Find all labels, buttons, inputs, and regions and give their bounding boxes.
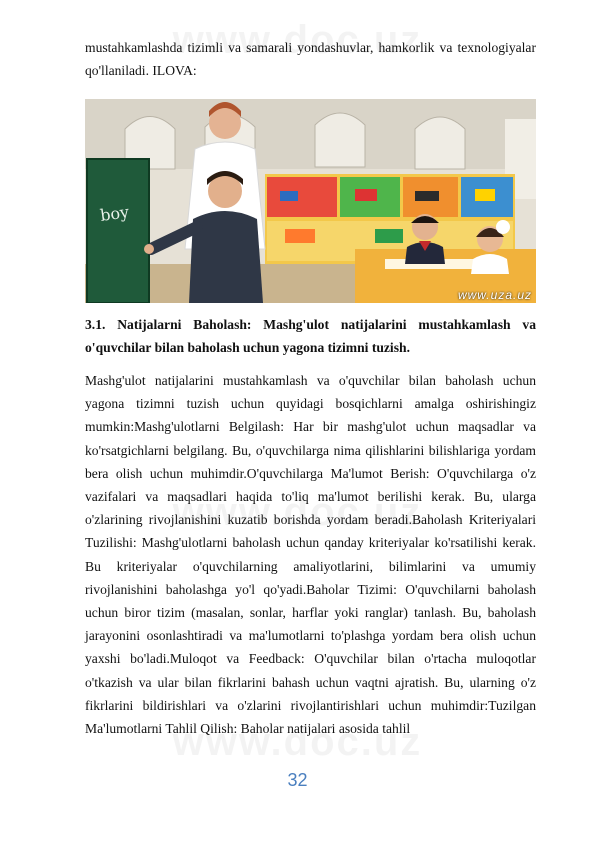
- board-writing: boy: [98, 202, 131, 225]
- photo-source-caption: www.uza.uz: [457, 288, 532, 302]
- classroom-photo: [85, 99, 536, 303]
- classroom-illustration: [85, 99, 536, 303]
- intro-paragraph: mustahkamlashda tizimli va samarali yondashuvlar, hamkorlik va texnologiyalar qo'llaniladi. ILOVA:: [85, 40, 536, 79]
- page-number: 32: [287, 770, 308, 790]
- section-heading: 3.1. Natijalarni Baholash: Mashg'ulot natijalarini mustahkamlash va o'quvchilar bilan baholash uchun yagona tizimni tuzish.: [85, 317, 536, 356]
- body-paragraph: Mashg'ulot natijalarini mustahkamlash va o'quvchilar bilan baholash uchun yagona tizimni tuzish uchun quyidagi bosqichlarni amalga oshirishingiz mumkin:Mashg'ulotlarni Belgilash: Har bir mashg'ulot uchun maqsadlar va ko'rsatgichlarni belgilang. Bu, o'quvchilarga nima qilishlarini bilishlariga yordam bera olish uchun muhimdir.O'quvchilarga Ma'lumot Berish: O'quvchilarga o'z vazifalari va maqsadlari haqida to'liq ma'lumot berilishi kerak. Bu, ularga o'zlarining rivojlanishini kuzatib borishda yordam beradi.Baholash Kriteriyalari Tuzilishi: Mashg'ulotlarni baholash uchun qanday kriteriyalar ko'rsatilishi kerak. Bu kriteriyalar o'quvchilarning amaliyotlarini, bilimlarini va umumiy rivojlanishini baholashga yo'l qo'yadi.Baholar Tizimi: O'quvchilarni baholash uchun biror tizim (masalan, sonlar, harflar yoki ranglar) tanlash. Bu, baholash jarayonini osonlashtiradi va ma'lumotlarni to'plashga yordam bera olish uchun yaxshi bo'ladi.Muloqot va Feedback: O'quvchilar bilan o'rtacha muloqotlar o'tkazish va ular bilan fikrlarini bahash uchun vaqtni ajratish. Bu, ularning o'z fikrlarini bildirishlari va o'zlarini rivojlantirishlari uchun muhimdir:Tuzilgan Ma'lumotlarni Tahlil Qilish: Baholar natijalari asosida tahlil: [85, 373, 536, 737]
